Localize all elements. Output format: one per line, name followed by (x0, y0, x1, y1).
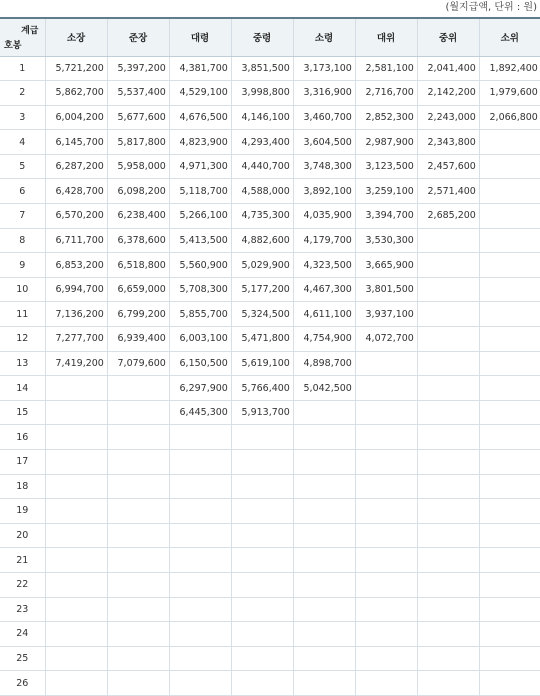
step-cell: 9 (0, 253, 45, 278)
pay-cell (293, 523, 355, 548)
column-header-rank: 중위 (417, 18, 479, 56)
pay-cell (417, 646, 479, 671)
pay-cell (479, 646, 540, 671)
pay-cell (107, 671, 169, 696)
pay-cell (417, 302, 479, 327)
pay-cell: 3,998,800 (231, 81, 293, 106)
column-header-rank: 소장 (45, 18, 107, 56)
table-header-row (0, 18, 540, 56)
step-cell: 13 (0, 351, 45, 376)
pay-cell (169, 425, 231, 450)
pay-cell: 6,570,200 (45, 204, 107, 229)
pay-cell: 6,378,600 (107, 228, 169, 253)
pay-cell: 4,823,900 (169, 130, 231, 155)
column-header-rank: 소위 (479, 18, 540, 56)
pay-cell (479, 622, 540, 647)
pay-cell (355, 351, 417, 376)
pay-cell: 4,898,700 (293, 351, 355, 376)
pay-cell (45, 646, 107, 671)
pay-cell (107, 523, 169, 548)
pay-cell (417, 622, 479, 647)
pay-cell: 4,529,100 (169, 81, 231, 106)
pay-cell (479, 228, 540, 253)
pay-cell (417, 228, 479, 253)
pay-cell: 7,419,200 (45, 351, 107, 376)
pay-cell: 4,293,400 (231, 130, 293, 155)
pay-cell: 5,766,400 (231, 376, 293, 401)
corner-step-label: 호봉 (4, 40, 22, 51)
pay-cell (107, 622, 169, 647)
pay-cell: 6,799,200 (107, 302, 169, 327)
pay-cell: 5,862,700 (45, 81, 107, 106)
step-cell: 21 (0, 548, 45, 573)
pay-cell (231, 622, 293, 647)
pay-cell: 3,665,900 (355, 253, 417, 278)
pay-cell (293, 597, 355, 622)
step-cell: 15 (0, 400, 45, 425)
table-row (0, 130, 540, 155)
pay-cell: 5,619,100 (231, 351, 293, 376)
pay-cell (293, 646, 355, 671)
column-header-rank: 소령 (293, 18, 355, 56)
pay-cell (479, 548, 540, 573)
pay-cell (417, 277, 479, 302)
pay-cell (45, 400, 107, 425)
pay-cell: 2,343,800 (417, 130, 479, 155)
step-cell: 20 (0, 523, 45, 548)
pay-cell (45, 572, 107, 597)
pay-cell: 5,118,700 (169, 179, 231, 204)
pay-cell: 6,659,000 (107, 277, 169, 302)
pay-cell (231, 425, 293, 450)
step-cell: 2 (0, 81, 45, 106)
pay-cell: 4,467,300 (293, 277, 355, 302)
step-cell: 10 (0, 277, 45, 302)
pay-cell: 2,716,700 (355, 81, 417, 106)
pay-cell: 4,179,700 (293, 228, 355, 253)
pay-cell (45, 474, 107, 499)
pay-cell (355, 450, 417, 475)
pay-cell: 5,397,200 (107, 56, 169, 81)
pay-cell (169, 474, 231, 499)
pay-cell (45, 425, 107, 450)
pay-cell (169, 499, 231, 524)
pay-cell: 6,145,700 (45, 130, 107, 155)
pay-cell: 3,937,100 (355, 302, 417, 327)
column-header-rank: 중령 (231, 18, 293, 56)
pay-cell: 4,588,000 (231, 179, 293, 204)
pay-cell (479, 474, 540, 499)
step-cell: 11 (0, 302, 45, 327)
pay-cell (417, 425, 479, 450)
pay-cell: 5,677,600 (107, 105, 169, 130)
pay-cell (417, 351, 479, 376)
pay-cell: 3,460,700 (293, 105, 355, 130)
pay-cell (169, 572, 231, 597)
pay-cell: 4,035,900 (293, 204, 355, 229)
table-row (0, 204, 540, 229)
pay-cell: 3,851,500 (231, 56, 293, 81)
step-cell: 5 (0, 154, 45, 179)
pay-cell: 3,259,100 (355, 179, 417, 204)
pay-cell (231, 597, 293, 622)
table-row (0, 425, 540, 450)
pay-cell: 3,316,900 (293, 81, 355, 106)
pay-cell: 6,238,400 (107, 204, 169, 229)
pay-cell (45, 523, 107, 548)
pay-cell (169, 622, 231, 647)
step-cell: 25 (0, 646, 45, 671)
pay-cell: 2,066,800 (479, 105, 540, 130)
table-row (0, 179, 540, 204)
pay-cell: 3,530,300 (355, 228, 417, 253)
pay-cell: 1,892,400 (479, 56, 540, 81)
pay-cell: 5,855,700 (169, 302, 231, 327)
pay-cell: 5,708,300 (169, 277, 231, 302)
pay-cell (355, 572, 417, 597)
pay-cell: 4,381,700 (169, 56, 231, 81)
pay-cell (355, 597, 417, 622)
table-row (0, 154, 540, 179)
pay-cell: 5,042,500 (293, 376, 355, 401)
pay-cell: 6,445,300 (169, 400, 231, 425)
pay-cell (479, 425, 540, 450)
step-cell: 23 (0, 597, 45, 622)
table-row (0, 572, 540, 597)
pay-cell: 4,882,600 (231, 228, 293, 253)
table-row (0, 450, 540, 475)
pay-cell (417, 327, 479, 352)
pay-cell (45, 671, 107, 696)
pay-cell (231, 646, 293, 671)
table-row (0, 56, 540, 81)
table-row (0, 400, 540, 425)
pay-cell (417, 523, 479, 548)
table-row (0, 327, 540, 352)
pay-cell (355, 548, 417, 573)
pay-cell (417, 671, 479, 696)
pay-cell: 4,146,100 (231, 105, 293, 130)
pay-cell: 6,853,200 (45, 253, 107, 278)
pay-cell (417, 499, 479, 524)
step-cell: 14 (0, 376, 45, 401)
corner-header (0, 18, 45, 56)
pay-cell (231, 474, 293, 499)
pay-cell: 2,243,000 (417, 105, 479, 130)
pay-cell: 2,581,100 (355, 56, 417, 81)
pay-cell (45, 548, 107, 573)
pay-cell (479, 523, 540, 548)
pay-cell (107, 597, 169, 622)
pay-cell (479, 376, 540, 401)
pay-cell (169, 548, 231, 573)
pay-cell (355, 523, 417, 548)
pay-cell (479, 204, 540, 229)
column-header-rank: 준장 (107, 18, 169, 56)
pay-cell: 4,072,700 (355, 327, 417, 352)
pay-cell (355, 671, 417, 696)
pay-cell: 3,173,100 (293, 56, 355, 81)
pay-cell (417, 376, 479, 401)
pay-cell: 3,748,300 (293, 154, 355, 179)
pay-cell: 6,428,700 (45, 179, 107, 204)
pay-cell (231, 523, 293, 548)
pay-cell (45, 450, 107, 475)
pay-cell: 5,913,700 (231, 400, 293, 425)
step-cell: 6 (0, 179, 45, 204)
pay-cell (231, 499, 293, 524)
pay-cell: 5,177,200 (231, 277, 293, 302)
pay-cell (169, 597, 231, 622)
pay-cell: 6,098,200 (107, 179, 169, 204)
pay-cell: 2,041,400 (417, 56, 479, 81)
pay-cell: 6,150,500 (169, 351, 231, 376)
pay-cell (107, 548, 169, 573)
table-row (0, 597, 540, 622)
pay-cell (231, 548, 293, 573)
column-header-rank: 대위 (355, 18, 417, 56)
step-cell: 16 (0, 425, 45, 450)
pay-cell: 2,987,900 (355, 130, 417, 155)
pay-cell: 6,297,900 (169, 376, 231, 401)
pay-cell (107, 646, 169, 671)
pay-cell (417, 450, 479, 475)
pay-cell (417, 548, 479, 573)
pay-cell (355, 376, 417, 401)
pay-cell (355, 425, 417, 450)
pay-cell: 4,323,500 (293, 253, 355, 278)
pay-cell (169, 523, 231, 548)
pay-cell (169, 450, 231, 475)
pay-cell (417, 253, 479, 278)
pay-cell (479, 450, 540, 475)
pay-cell: 5,817,800 (107, 130, 169, 155)
pay-cell: 5,721,200 (45, 56, 107, 81)
column-header-rank: 대령 (169, 18, 231, 56)
pay-cell (231, 450, 293, 475)
pay-cell: 5,266,100 (169, 204, 231, 229)
pay-cell (293, 622, 355, 647)
pay-cell (293, 450, 355, 475)
pay-cell (293, 400, 355, 425)
pay-cell (107, 499, 169, 524)
pay-cell (45, 499, 107, 524)
corner-rank-label: 계급 (21, 26, 39, 36)
pay-cell: 4,754,900 (293, 327, 355, 352)
pay-cell: 4,971,300 (169, 154, 231, 179)
table-row (0, 253, 540, 278)
pay-cell: 6,518,800 (107, 253, 169, 278)
table-row (0, 376, 540, 401)
pay-cell: 5,413,500 (169, 228, 231, 253)
pay-cell: 7,079,600 (107, 351, 169, 376)
pay-cell (479, 130, 540, 155)
pay-cell (417, 474, 479, 499)
pay-cell (479, 253, 540, 278)
pay-cell (293, 425, 355, 450)
pay-cell (107, 572, 169, 597)
step-cell: 3 (0, 105, 45, 130)
pay-cell: 3,123,500 (355, 154, 417, 179)
table-row (0, 81, 540, 106)
pay-cell (479, 154, 540, 179)
pay-cell: 6,711,700 (45, 228, 107, 253)
pay-cell: 6,287,200 (45, 154, 107, 179)
step-cell: 17 (0, 450, 45, 475)
pay-cell (293, 572, 355, 597)
pay-cell: 1,979,600 (479, 81, 540, 106)
pay-cell (479, 597, 540, 622)
pay-cell: 5,324,500 (231, 302, 293, 327)
unit-note: (월지급액, 단위 : 원) (445, 2, 537, 13)
table-row (0, 499, 540, 524)
pay-cell (417, 400, 479, 425)
pay-cell (417, 572, 479, 597)
table-row (0, 548, 540, 573)
pay-cell (107, 450, 169, 475)
table-row (0, 671, 540, 696)
pay-cell (479, 671, 540, 696)
pay-cell (355, 400, 417, 425)
pay-cell: 6,939,400 (107, 327, 169, 352)
pay-cell (355, 474, 417, 499)
pay-cell (479, 277, 540, 302)
step-cell: 19 (0, 499, 45, 524)
pay-cell (479, 499, 540, 524)
pay-cell: 5,958,000 (107, 154, 169, 179)
step-cell: 1 (0, 56, 45, 81)
step-cell: 18 (0, 474, 45, 499)
pay-cell (107, 425, 169, 450)
pay-cell (479, 327, 540, 352)
pay-cell: 3,801,500 (355, 277, 417, 302)
table-row (0, 351, 540, 376)
step-cell: 8 (0, 228, 45, 253)
pay-cell: 5,537,400 (107, 81, 169, 106)
pay-cell (293, 671, 355, 696)
pay-cell: 2,142,200 (417, 81, 479, 106)
pay-cell: 6,994,700 (45, 277, 107, 302)
pay-cell: 4,440,700 (231, 154, 293, 179)
pay-cell (107, 400, 169, 425)
pay-cell: 6,004,200 (45, 105, 107, 130)
pay-cell: 5,471,800 (231, 327, 293, 352)
pay-table (0, 17, 540, 696)
step-cell: 26 (0, 671, 45, 696)
pay-cell (107, 474, 169, 499)
pay-cell: 4,676,500 (169, 105, 231, 130)
pay-cell (479, 572, 540, 597)
step-cell: 24 (0, 622, 45, 647)
pay-cell (45, 622, 107, 647)
pay-cell (231, 572, 293, 597)
pay-cell (355, 499, 417, 524)
pay-cell: 3,892,100 (293, 179, 355, 204)
pay-cell: 3,604,500 (293, 130, 355, 155)
pay-cell: 7,277,700 (45, 327, 107, 352)
pay-cell (293, 474, 355, 499)
pay-cell: 5,560,900 (169, 253, 231, 278)
pay-cell: 2,571,400 (417, 179, 479, 204)
pay-cell (355, 622, 417, 647)
table-row (0, 646, 540, 671)
pay-cell: 2,457,600 (417, 154, 479, 179)
pay-cell: 2,685,200 (417, 204, 479, 229)
table-row (0, 302, 540, 327)
pay-cell (293, 499, 355, 524)
pay-cell: 6,003,100 (169, 327, 231, 352)
pay-cell (479, 351, 540, 376)
pay-cell: 4,611,100 (293, 302, 355, 327)
pay-cell (355, 646, 417, 671)
pay-cell (417, 597, 479, 622)
table-row (0, 228, 540, 253)
step-cell: 22 (0, 572, 45, 597)
table-row (0, 622, 540, 647)
pay-cell (479, 302, 540, 327)
pay-cell (45, 376, 107, 401)
pay-cell (479, 400, 540, 425)
table-body (0, 56, 540, 695)
pay-cell (107, 376, 169, 401)
step-cell: 12 (0, 327, 45, 352)
pay-cell (479, 179, 540, 204)
pay-cell: 4,735,300 (231, 204, 293, 229)
table-row (0, 474, 540, 499)
pay-cell: 2,852,300 (355, 105, 417, 130)
table-row (0, 523, 540, 548)
pay-cell (169, 646, 231, 671)
pay-cell (169, 671, 231, 696)
pay-cell (45, 597, 107, 622)
table-row (0, 277, 540, 302)
table-row (0, 105, 540, 130)
pay-cell (231, 671, 293, 696)
step-cell: 4 (0, 130, 45, 155)
pay-cell: 3,394,700 (355, 204, 417, 229)
step-cell: 7 (0, 204, 45, 229)
pay-cell: 5,029,900 (231, 253, 293, 278)
pay-cell: 7,136,200 (45, 302, 107, 327)
pay-cell (293, 548, 355, 573)
